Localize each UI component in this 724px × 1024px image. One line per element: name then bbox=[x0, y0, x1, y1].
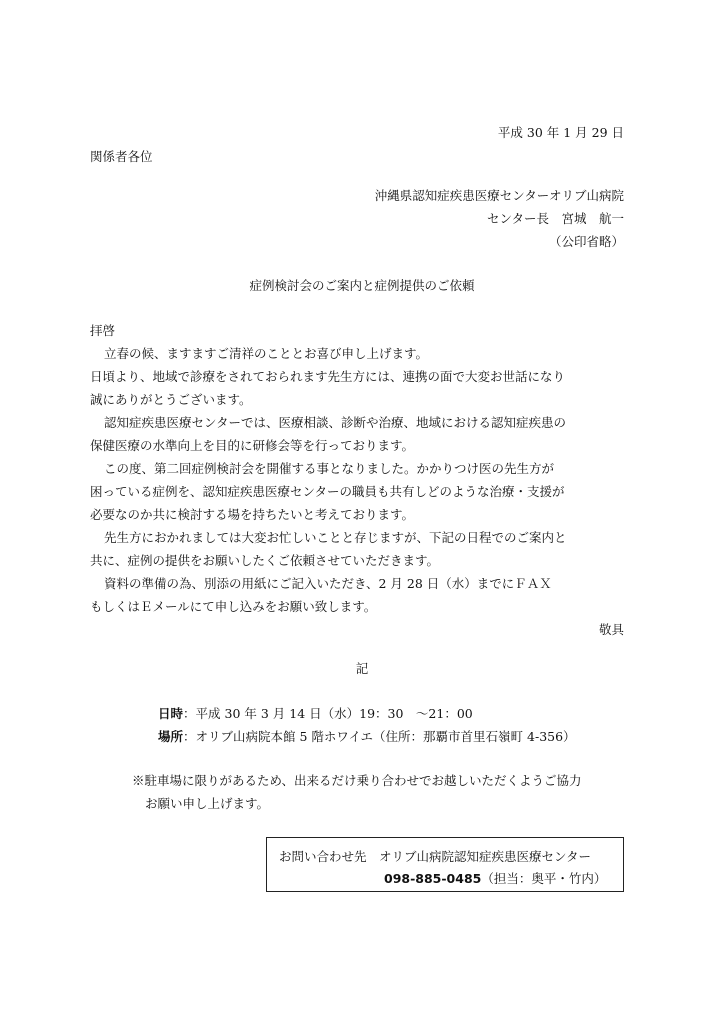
place-row bbox=[158, 731, 576, 744]
body-line: 誠にありがとうございます。 bbox=[90, 392, 252, 407]
body-line: 保健医療の水準向上を目的に研修会等を行っております。 bbox=[90, 438, 415, 453]
parking-note-line2: お願い申し上げます。 bbox=[145, 796, 270, 811]
body-line: 日頃より、地域で診療をされておられます先生方には、連携の面で大変お世話になり bbox=[90, 369, 566, 384]
body-line: 資料の準備の為、別添の用紙にご記入いただき、2 月 28 日（水）までにＦＡＸ bbox=[104, 576, 552, 591]
ki-heading: 記 bbox=[355, 661, 369, 676]
document-date: 平成 30 年 1 月 29 日 bbox=[497, 125, 624, 140]
body-line: もしくはＥメールにて申し込みをお願い致します。 bbox=[90, 599, 377, 614]
place-value: ：オリブ山病院本館 5 階ホワイエ（住所：那覇市首里石嶺町 4-356） bbox=[183, 729, 576, 744]
document-title: 症例検討会のご案内と症例提供のご依頼 bbox=[249, 278, 475, 293]
body-line: この度、第二回症例検討会を開催する事となりました。かかりつけ医の先生方が bbox=[104, 461, 555, 476]
body-line: 認知症疾患医療センターでは、医療相談、診断や治療、地域における認知症疾患の bbox=[104, 415, 567, 430]
place-label: 場所 bbox=[158, 729, 184, 744]
body-line: 立春の候、ますますご清祥のこととお喜び申し上げます。 bbox=[104, 346, 429, 361]
seal-omitted-note: （公印省略） bbox=[548, 234, 624, 249]
datetime-value: ：平成 30 年 3 月 14 日（水）19：30 ～21：00 bbox=[183, 706, 473, 721]
body-line: 必要なのか共に検討する場を持ちたいと考えております。 bbox=[90, 507, 415, 522]
closing: 敬具 bbox=[598, 622, 624, 637]
body-line: 先生方におかれましては大変お忙しいことと存じますが、下記の日程でのご案内と bbox=[104, 530, 567, 545]
sender-organization: 沖縄県認知症疾患医療センターオリブ山病院 bbox=[374, 188, 624, 203]
inquiry-label: お問い合わせ先 オリブ山病院認知症疾患医療センター bbox=[279, 849, 592, 864]
datetime-row bbox=[158, 708, 473, 721]
body-line: 共に、症例の提供をお願いしたくご依頼させていただきます。 bbox=[90, 553, 440, 568]
datetime-label: 日時 bbox=[158, 706, 184, 721]
parking-note-line1: ※駐車場に限りがあるため、出来るだけ乗り合わせでお越しいただくようご協力 bbox=[132, 773, 582, 788]
inquiry-phone: 098-885-0485 bbox=[384, 871, 482, 886]
addressee: 関係者各位 bbox=[90, 149, 153, 164]
sender-name: センター長 宮城 航一 bbox=[486, 211, 624, 226]
body-line: 困っている症例を、認知症疾患医療センターの職員も共有しどのような治療・支援が bbox=[90, 484, 565, 499]
inquiry-contact-persons: （担当：奥平・竹内） bbox=[481, 871, 607, 886]
inquiry-contact-row bbox=[384, 873, 606, 886]
greeting: 拝啓 bbox=[90, 323, 116, 338]
